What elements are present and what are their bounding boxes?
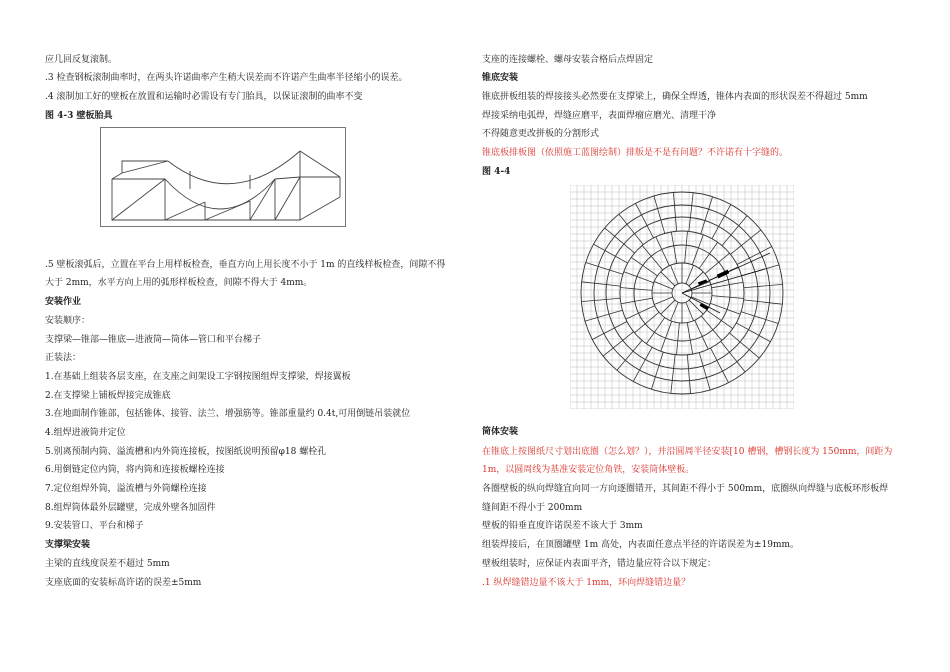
text-line: 7.定位组焊外筒，溢流槽与外筒螺栓连接: [45, 484, 207, 494]
text-line: 支座底面的安装标高许诺的误差±5mm: [45, 578, 202, 588]
section-heading: 安装作业: [45, 297, 82, 307]
text-line: 大于 2mm，水平方向上用的弧形样板检查，间隙不得大于 4mm。: [45, 278, 313, 288]
text-line: .4 滚制加工好的壁板在放置和运输时必需设有专门胎具，以保证滚制的曲率不变: [45, 92, 363, 102]
annotation-note: 在锥底上按图纸尺寸划出底圈（怎么划？），并沿圆周半径安装[10 槽钢，槽钢长度为 150mm，间距为: [482, 447, 893, 457]
cone-bottom-plate-layout-figure: [570, 185, 794, 409]
text-line: 应几回反复滚制。: [45, 55, 118, 65]
text-line: 3.在地面制作锥部，包括锥体、接管、法兰、增强筋等。锥部重量约 0.4t,可用倒链吊装就位: [45, 409, 411, 419]
annotation-note: 1m，以圆周线为基准安装定位角铁，安装筒体壁板。: [482, 465, 695, 475]
text-line: 壁板的铅垂直度许诺误差不该大于 3mm: [482, 521, 643, 531]
text-line: 缝间距不得小于 200mm: [482, 503, 583, 513]
annotation-note: .1 纵焊缝错边量不该大于 1mm，环向焊缝错边量？: [482, 578, 691, 588]
figure-caption: 图 4-3 壁板胎具: [45, 111, 113, 121]
text-line: 4.组焊进液筒并定位: [45, 428, 126, 438]
text-line: 壁板组装时，应保证内表面平齐，错边量应符合以下规定：: [482, 559, 717, 569]
text-line: 组装焊接后，在顶圈罐壁 1m 高处，内表面任意点半径的许诺误差为±19mm。: [482, 540, 800, 550]
text-line: 9.安装管口、平台和梯子: [45, 521, 144, 531]
text-line: 支撑梁—锥部—锥底—进液筒—筒体—管口和平台梯子: [45, 335, 262, 345]
section-heading: 支撑梁安装: [45, 540, 91, 550]
text-line: 正装法：: [45, 353, 82, 363]
text-line: 焊接采纳电弧焊，焊缝应磨平，表面焊瘤应磨光、清理干净: [482, 111, 717, 121]
text-line: .5 壁板滚弧后，立置在平台上用样板检查，垂直方向上用长度不小于 1m 的直线样板检查，间隙不得: [45, 260, 446, 270]
text-line: 6.用倒链定位内筒，将内筒和连接板螺栓连接: [45, 465, 225, 475]
text-line: 8.组焊筒体最外层罐壁，完成外壁各加固件: [45, 503, 216, 513]
section-heading: 筒体安装: [482, 427, 519, 437]
text-line: .3 检查钢板滚制曲率时，在两头许诺曲率产生稍大误差而不许诺产生曲率半径缩小的误差。: [45, 73, 408, 83]
text-line: 2.在支撑梁上铺板焊接完成锥底: [45, 391, 171, 401]
text-line: 各圈壁板的纵向焊缝宜向同一方向逐圈错开，其间距不得小于 500mm，底圈纵向焊缝与底板环形板焊: [482, 484, 889, 494]
text-line: 支座的连接螺栓、螺母安装合格后点焊固定: [482, 55, 654, 65]
text-line: 安装顺序：: [45, 316, 91, 326]
annotation-note: 锥底板排板图（依照施工蓝图绘制）排版是不是有问题？不许诺有十字缝的。: [482, 148, 789, 158]
text-line: 1.在基础上组装各层支座，在支座之间架设工字钢按图组焊支撑梁，焊接翼板: [45, 372, 351, 382]
section-heading: 锥底安装: [482, 73, 519, 83]
figure-caption: 图 4-4: [482, 167, 511, 177]
text-line: 不得随意更改拼板的分割形式: [482, 129, 600, 139]
text-line: 5.别离预制内筒、溢流槽和内外筒连接板，按图纸说明预留φ18 螺栓孔: [45, 447, 327, 457]
text-line: 主梁的直线度误差不超过 5mm: [45, 559, 170, 569]
text-line: 锥底拼板组装的焊接接头必然要在支撑梁上，确保全焊透，锥体内表面的形状误差不得超过 5mm: [482, 92, 868, 102]
wall-plate-jig-figure: [100, 127, 346, 227]
